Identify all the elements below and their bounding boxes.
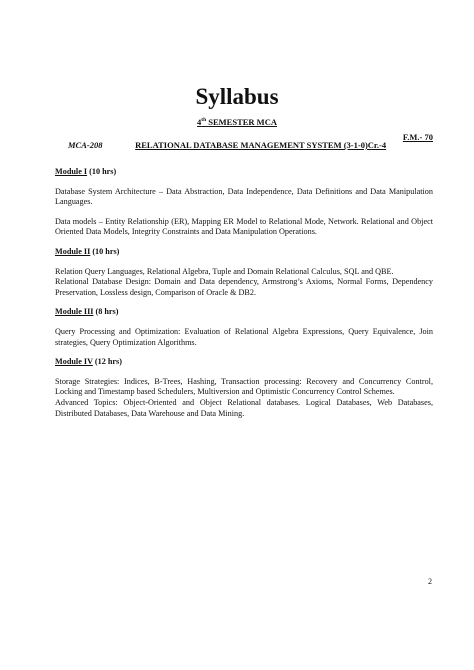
semester-number: 4 xyxy=(197,117,202,127)
module-paragraph: Advanced Topics: Object-Oriented and Object Relational databases. Logical Databases, Web Databases, Distributed Databases, Data Warehouse and Data Mining. xyxy=(55,397,433,418)
page-number: 2 xyxy=(428,577,432,586)
module-hours: (12 hrs) xyxy=(94,357,122,367)
semester-label: SEMESTER MCA xyxy=(208,117,277,127)
module-name: Module II xyxy=(55,246,91,256)
module-name: Module IV xyxy=(55,357,93,367)
module-heading xyxy=(55,167,433,178)
course-name: RELATIONAL DATABASE MANAGEMENT SYSTEM (3-1-0)Cr.-4 xyxy=(135,140,387,150)
module-heading xyxy=(55,357,433,368)
module-hours: (8 hrs) xyxy=(95,307,119,317)
semester-heading xyxy=(0,117,474,128)
module-paragraph: Storage Strategies: Indices, B-Trees, Hashing, Transaction processing: Recovery and Concurrency Control, Locking and Timestamp based Schedulers, Multiversion and Optimistic Concurrency Control Schemes. xyxy=(55,376,433,397)
course-heading xyxy=(68,140,448,151)
module-heading xyxy=(55,307,433,318)
module-name: Module III xyxy=(55,307,94,317)
module-name: Module I xyxy=(55,167,88,176)
module-paragraph: Data models – Entity Relationship (ER), Mapping ER Model to Relational Mode, Network. Relational and Object Oriented Data Models, Integrity Constraints and Data Manipulation Operations. xyxy=(55,216,433,237)
page-title: Syllabus xyxy=(195,84,279,109)
course-code: MCA-208 xyxy=(68,140,103,150)
module-heading xyxy=(55,247,433,258)
full-marks: F.M.- 70 xyxy=(402,132,433,142)
module-paragraph: Database System Architecture – Data Abstraction, Data Independence, Data Definitions and Data Manipulation Languages. xyxy=(55,186,433,207)
syllabus-content xyxy=(55,167,433,428)
module-paragraph: Relational Database Design: Domain and Data dependency, Armstrong’s Axioms, Normal Forms, Dependency Preservation, Lossless design, Comparison of Oracle & DB2. xyxy=(55,277,433,297)
module-hours: (10 hrs) xyxy=(89,167,117,176)
semester-suffix: th xyxy=(201,117,207,123)
module-hours: (10 hrs) xyxy=(92,246,120,256)
module-paragraph: Relation Query Languages, Relational Algebra, Tuple and Domain Relational Calculus, SQL and QBE. xyxy=(55,266,394,276)
module-paragraph: Query Processing and Optimization: Evaluation of Relational Algebra Expressions, Query Equivalence, Join strategies, Query Optimization Algorithms. xyxy=(55,326,433,347)
